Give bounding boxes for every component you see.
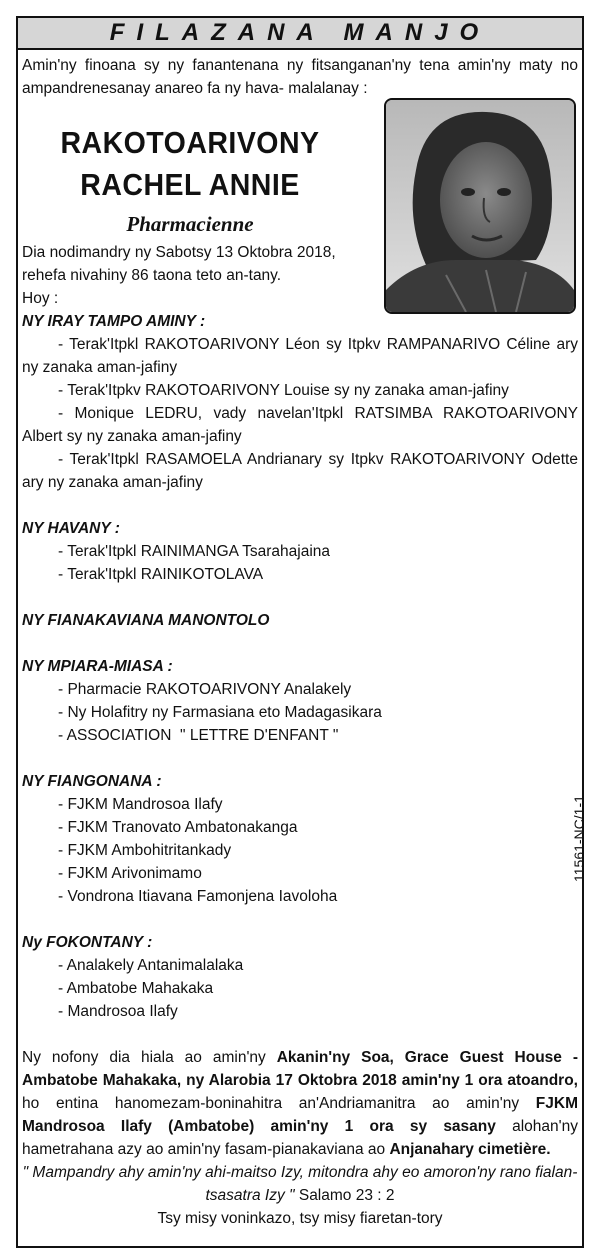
funeral-text-2: ho entina hanomezam-boninahitra an'Andriamanitra ao amin'ny xyxy=(22,1095,536,1112)
intro-text: Amin'ny finoana sy ny fanantenana ny fitsanganan'ny tena amin'ny maty no ampandrenesanay anareo fa ny hava- malalanay : xyxy=(22,57,578,97)
colleagues-item-1: - Pharmacie RAKOTOARIVONY Analakely xyxy=(58,681,352,698)
cemetery-name: Anjanahary cimetière. xyxy=(389,1141,551,1158)
age-line: rehefa nivahiny 86 taona teto an-tany. xyxy=(22,267,282,284)
fokontany-item-2: - Ambatobe Mahakaka xyxy=(58,980,214,997)
fokontany-heading: Ny FOKONTANY : xyxy=(22,934,153,951)
notice-title: FILAZANA MANJO xyxy=(109,19,491,46)
hoy-line: Hoy : xyxy=(22,290,59,307)
colleagues-item-3: - ASSOCIATION " LETTRE D'ENFANT " xyxy=(58,727,339,744)
colleagues-item-2: - Ny Holafitry ny Farmasiana eto Madagasikara xyxy=(58,704,382,721)
church-service: FJKM Mandrosoa Ilafy (Ambatobe) amin'ny 1 ora sy sasany xyxy=(22,1095,578,1135)
family-item-4: - Terak'Itpkl RASAMOELA Andrianary sy Itpkv RAKOTOARIVONY Odette ary ny zanaka aman-jafiny xyxy=(22,451,578,491)
churches-item-1: - FJKM Mandrosoa Ilafy xyxy=(58,796,223,813)
relatives-heading: NY HAVANY : xyxy=(22,520,120,537)
in-laws-heading: NY FIANAKAVIANA MANONTOLO xyxy=(22,612,270,629)
reference-code-wrap xyxy=(571,795,587,982)
funeral-location: Akanin'ny Soa, Grace Guest House - Ambatobe Mahakaka, ny Alarobia 17 Oktobra 2018 amin'ny 1 ora atoandro, xyxy=(22,1049,579,1089)
funeral-text-3: alohan'ny hametrahana azy ao amin'ny fasam-pianakaviana ao xyxy=(22,1118,578,1158)
deceased-profession: Pharmacienne xyxy=(126,212,254,236)
name-line-2: RACHEL ANNIE xyxy=(80,167,300,202)
family-item-1: - Terak'Itpkl RAKOTOARIVONY Léon sy Itpkv RAMPANARIVO Céline ary ny zanaka aman-jafiny xyxy=(22,336,578,376)
family-item-3: - Monique LEDRU, vady navelan'Itpkl RATSIMBA RAKOTOARIVONY Albert sy ny zanaka aman-jafiny xyxy=(22,405,578,445)
funeral-details xyxy=(22,1046,578,1161)
colleagues-heading: NY MPIARA-MIASA : xyxy=(22,658,173,675)
family-item-2: - Terak'Itpkv RAKOTOARIVONY Louise sy ny zanaka aman-jafiny xyxy=(58,382,509,399)
churches-item-3: - FJKM Ambohitritankady xyxy=(58,842,232,859)
final-note: Tsy misy voninkazo, tsy misy fiaretan-tory xyxy=(157,1210,443,1227)
churches-item-5: - Vondrona Itiavana Famonjena Iavoloha xyxy=(58,888,338,905)
churches-item-4: - FJKM Arivonimamo xyxy=(58,865,202,882)
death-date-line: Dia nodimandry ny Sabotsy 13 Oktobra 2018, xyxy=(22,244,336,261)
churches-item-2: - FJKM Tranovato Ambatonakanga xyxy=(58,819,298,836)
relatives-item-2: - Terak'Itpkl RAINIKOTOLAVA xyxy=(58,566,264,583)
quote-reference: Salamo 23 : 2 xyxy=(294,1187,395,1204)
churches-heading: NY FIANGONANA : xyxy=(22,773,162,790)
deceased-name xyxy=(35,122,344,206)
notice-body xyxy=(22,241,578,1230)
funeral-text-1: Ny nofony dia hiala ao amin'ny xyxy=(22,1049,277,1066)
name-line-1: RAKOTOARIVONY xyxy=(60,125,320,160)
notice-header xyxy=(16,16,584,50)
quote-text: " Mampandry ahy amin'ny ahi-maitso Izy, mitondra ahy eo amoron'ny rano fialan-tsasatra Izy " xyxy=(22,1164,578,1204)
fokontany-item-1: - Analakely Antanimalalaka xyxy=(58,957,244,974)
intro-block xyxy=(22,54,578,100)
bible-quote xyxy=(22,1161,578,1207)
family-heading: NY IRAY TAMPO AMINY : xyxy=(22,313,206,330)
reference-code: 11561-NC/1-1 xyxy=(571,795,587,882)
relatives-item-1: - Terak'Itpkl RAINIMANGA Tsarahajaina xyxy=(58,543,331,560)
fokontany-item-3: - Mandrosoa Ilafy xyxy=(58,1003,178,1020)
